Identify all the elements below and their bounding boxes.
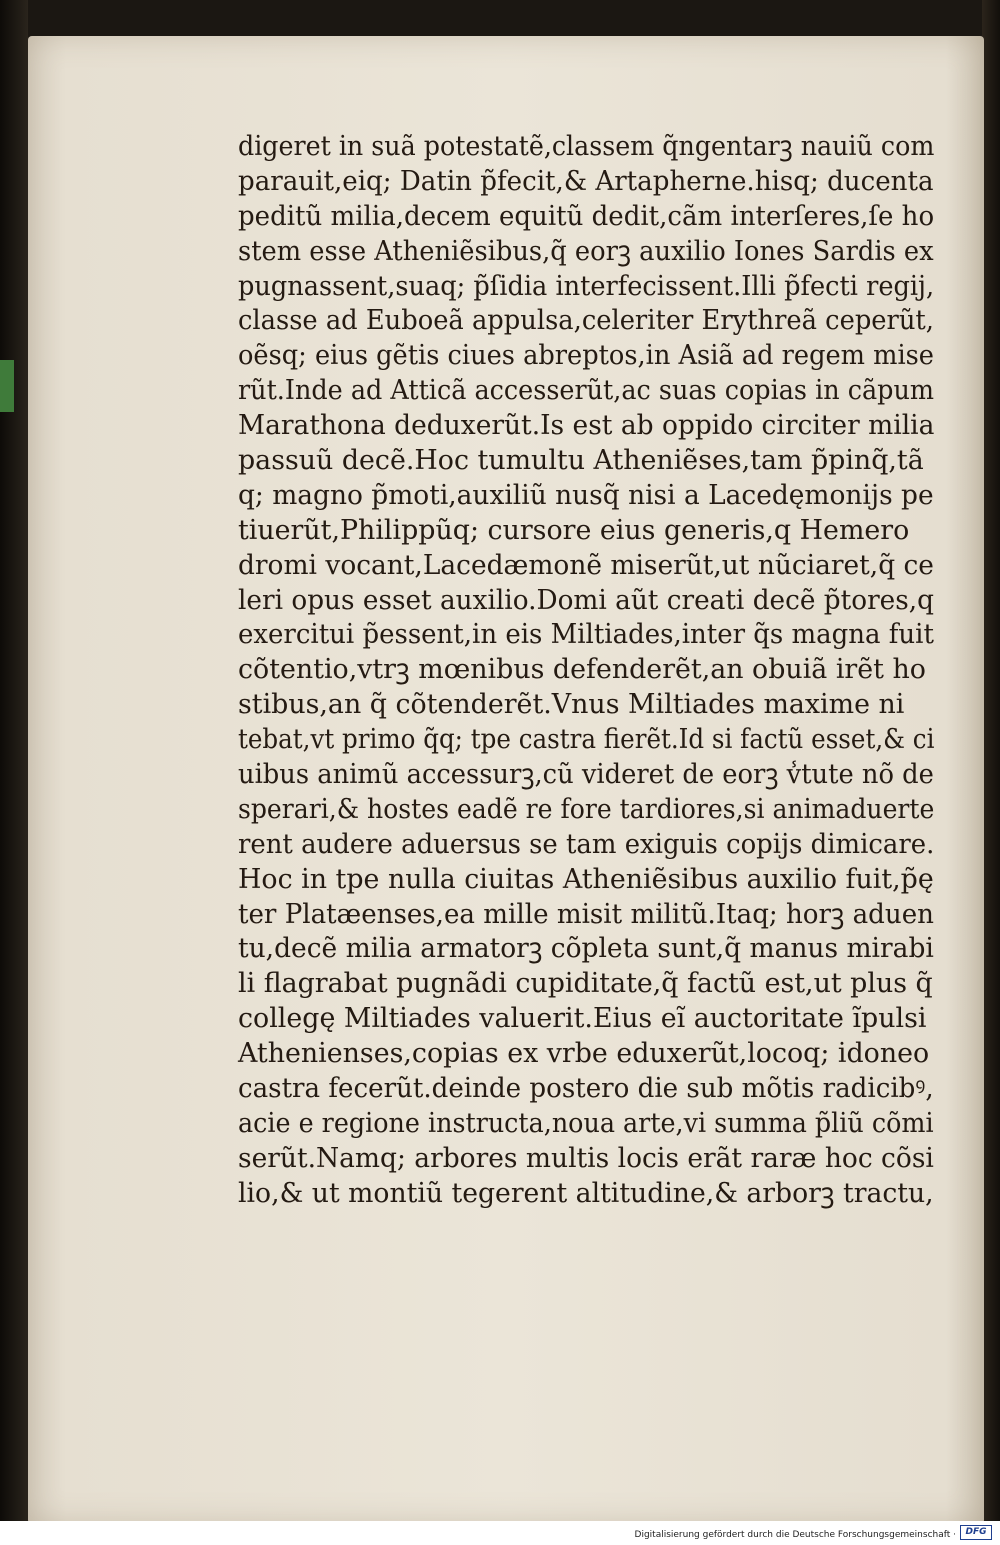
text-line: acie e regione instructa,noua arte,vi summa p̃liũ cõmi (238, 1107, 934, 1139)
text-line: rent audere aduersus se tam exiguis copijs dimicare. (238, 828, 935, 860)
text-line: tu,decẽ milia armatorꝫ cõpleta sunt,q̃ manus mirabi (238, 933, 934, 965)
text-line: passuũ decẽ.Hoc tumultu Atheniẽses,tam p̃pinq̃,tã (238, 445, 924, 477)
text-line: cõtentio,vtrꝫ mœnibus defenderẽt,an obuiã irẽt ho (238, 654, 926, 686)
text-line: parauit,eiq; Datin p̃fecit,& Artapherne.hisq; ducenta (238, 165, 934, 197)
spine-shadow (0, 0, 28, 1545)
text-line: rũt.Inde ad Atticã accesserũt,ac suas copias in cãpum (238, 375, 935, 407)
text-line: digeret in suã potestatẽ,classem q̃ngentarꝫ nauiũ com (238, 131, 935, 162)
text-line: tiuerũt,Philippũq; cursore eius generis,q Hemero (238, 514, 910, 546)
text-line: classe ad Euboeã appulsa,celeriter Erythreã ceperũt, (238, 305, 934, 337)
text-line: stem esse Atheniẽsibus,q̃ eorꝫ auxilio Iones Sardis ex (238, 235, 934, 267)
dfg-logo: DFG (960, 1525, 992, 1540)
text-line: leri opus esset auxilio.Domi aũt creati decẽ p̃tores,q (238, 584, 934, 616)
text-line: Marathona deduxerũt.Is est ab oppido circiter milia (238, 410, 935, 442)
text-line: sperari,& hostes eadẽ re fore tardiores,si animaduerte (238, 793, 935, 825)
text-line: li flagrabat pugnãdi cupiditate,q̃ factũ est,ut plus q̃ (238, 968, 933, 1000)
text-line: uibus animũ accessurꝫ,cũ videret de eorꝫ v̾tute nõ de (238, 759, 934, 791)
text-line: oẽsq; eius gẽtis ciues abreptos,in Asiã ad regem mise (238, 340, 934, 372)
page-text-block (238, 130, 938, 1212)
text-line: Hoc in tpe nulla ciuitas Atheniẽsibus auxilio fuit,p̃ę (238, 863, 934, 895)
text-line: lio,& ut montiũ tegerent altitudine,& arborꝫ tractu, (238, 1177, 934, 1209)
green-tab-marker (0, 360, 14, 412)
text-line: serũt.Namq; arbores multis locis erãt raræ hoc cõsi (238, 1142, 934, 1174)
text-line: exercitui p̃essent,in eis Miltiades,inter q̃s magna fuit (238, 619, 934, 651)
funding-credit: Digitalisierung gefördert durch die Deutsche Forschungsgemeinschaft · (634, 1530, 956, 1540)
text-line: peditũ milia,decem equitũ dedit,cãm interſeres,ſe ho (238, 200, 935, 232)
text-line: stibus,an q̃ cõtenderẽt.Vnus Miltiades maxime ni (238, 689, 905, 721)
text-line: castra fecerũt.deinde postero die sub mõtis radicibꝰ, (238, 1073, 934, 1105)
text-line: dromi vocant,Lacedæmonẽ miserũt,ut nũciaret,q̃ ce (238, 549, 934, 581)
text-line: Athenienses,copias ex vrbe eduxerũt,locoq; idoneo (238, 1038, 930, 1070)
text-line: tebat,vt primo q̃q; tpe castra fierẽt.Id si factũ esset,& ci (238, 724, 935, 756)
text-line: q; magno p̃moti,auxiliũ nusq̃ nisi a Lacedęmonijs pe (238, 479, 934, 511)
text-line: pugnassent,suaq; p̃ſidia interfecissent.Illi p̃fecti regij, (238, 270, 935, 302)
text-line: collegę Miltiades valuerit.Eius eĩ auctoritate ĩpulsi (238, 1003, 927, 1035)
text-line: ter Platæenses,ea mille misit militũ.Itaq; horꝫ aduen (238, 898, 934, 930)
page-edge-shadow (982, 0, 1000, 1545)
